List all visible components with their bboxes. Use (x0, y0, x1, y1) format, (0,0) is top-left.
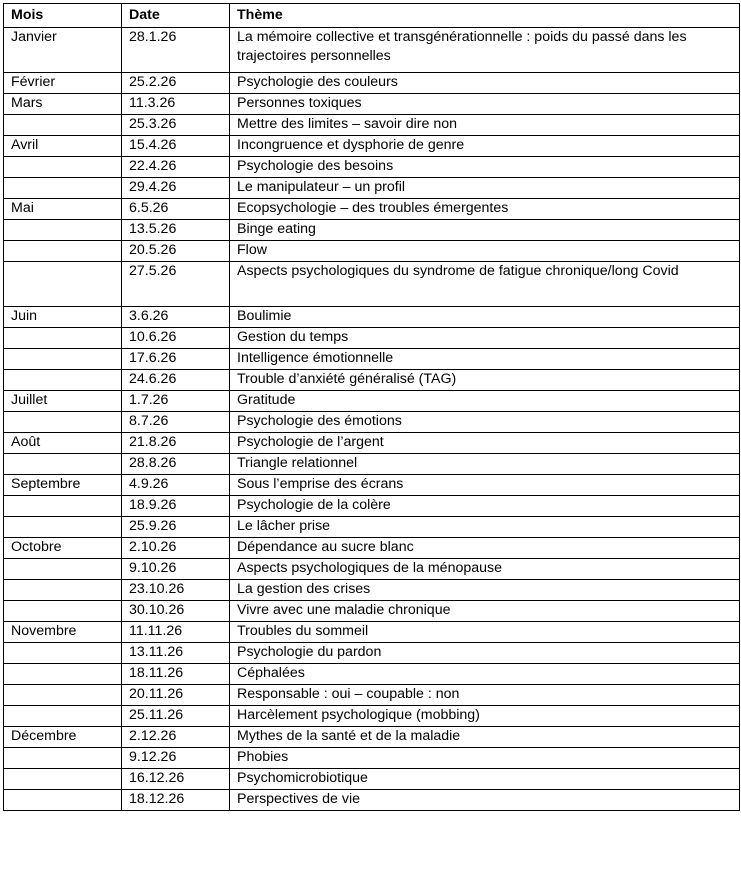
cell-theme: Psychologie des besoins (230, 157, 740, 178)
cell-date: 20.11.26 (122, 685, 230, 706)
cell-theme: Binge eating (230, 220, 740, 241)
table-row (4, 178, 740, 199)
cell-mois (4, 328, 122, 349)
cell-date: 11.3.26 (122, 94, 230, 115)
cell-theme: La gestion des crises (230, 580, 740, 601)
cell-theme: Aspects psychologiques de la ménopause (230, 559, 740, 580)
table-row (4, 685, 740, 706)
cell-theme: Psychologie de l’argent (230, 433, 740, 454)
cell-theme: Le lâcher prise (230, 517, 740, 538)
cell-date: 4.9.26 (122, 475, 230, 496)
table-row (4, 370, 740, 391)
cell-date: 1.7.26 (122, 391, 230, 412)
cell-mois (4, 517, 122, 538)
header-mois: Mois (4, 4, 122, 28)
table-row (4, 328, 740, 349)
cell-theme: Trouble d’anxiété généralisé (TAG) (230, 370, 740, 391)
table-row (4, 115, 740, 136)
table-row (4, 538, 740, 559)
table-row (4, 391, 740, 412)
cell-theme: Psychologie des émotions (230, 412, 740, 433)
table-row (4, 220, 740, 241)
cell-date: 18.9.26 (122, 496, 230, 517)
cell-theme: Vivre avec une maladie chronique (230, 601, 740, 622)
cell-date: 25.9.26 (122, 517, 230, 538)
header-date: Date (122, 4, 230, 28)
cell-date: 27.5.26 (122, 262, 230, 307)
cell-date: 13.5.26 (122, 220, 230, 241)
table-row (4, 643, 740, 664)
cell-theme: Céphalées (230, 664, 740, 685)
table-row (4, 28, 740, 73)
table-row (4, 262, 740, 307)
cell-mois: Juin (4, 307, 122, 328)
cell-theme: Gestion du temps (230, 328, 740, 349)
cell-theme: Psychologie des couleurs (230, 73, 740, 94)
cell-mois (4, 496, 122, 517)
table-row (4, 475, 740, 496)
cell-date: 23.10.26 (122, 580, 230, 601)
cell-date: 25.2.26 (122, 73, 230, 94)
cell-mois (4, 454, 122, 475)
cell-mois: Octobre (4, 538, 122, 559)
cell-theme: Psychologie de la colère (230, 496, 740, 517)
cell-mois: Mai (4, 199, 122, 220)
cell-date: 18.11.26 (122, 664, 230, 685)
cell-theme: Harcèlement psychologique (mobbing) (230, 706, 740, 727)
cell-theme: Boulimie (230, 307, 740, 328)
cell-theme: Mettre des limites – savoir dire non (230, 115, 740, 136)
schedule-table (3, 3, 740, 811)
cell-date: 16.12.26 (122, 769, 230, 790)
cell-mois (4, 769, 122, 790)
table-row (4, 157, 740, 178)
cell-theme: Mythes de la santé et de la maladie (230, 727, 740, 748)
cell-mois (4, 643, 122, 664)
cell-theme: Phobies (230, 748, 740, 769)
cell-date: 10.6.26 (122, 328, 230, 349)
cell-mois: Juillet (4, 391, 122, 412)
cell-theme: Psychologie du pardon (230, 643, 740, 664)
cell-theme: La mémoire collective et transgénérationnelle : poids du passé dans les trajectoires personnelles (230, 28, 740, 73)
cell-mois (4, 706, 122, 727)
table-row (4, 412, 740, 433)
cell-date: 9.10.26 (122, 559, 230, 580)
table-row (4, 580, 740, 601)
table-row (4, 136, 740, 157)
table-row (4, 790, 740, 811)
cell-mois: Décembre (4, 727, 122, 748)
cell-theme: Sous l’emprise des écrans (230, 475, 740, 496)
cell-date: 6.5.26 (122, 199, 230, 220)
cell-theme: Dépendance au sucre blanc (230, 538, 740, 559)
table-row (4, 769, 740, 790)
cell-date: 22.4.26 (122, 157, 230, 178)
cell-mois (4, 601, 122, 622)
cell-theme: Psychomicrobiotique (230, 769, 740, 790)
header-row (4, 4, 740, 28)
table-row (4, 73, 740, 94)
cell-mois: Avril (4, 136, 122, 157)
cell-date: 20.5.26 (122, 241, 230, 262)
cell-mois (4, 370, 122, 391)
table-row (4, 601, 740, 622)
cell-mois (4, 685, 122, 706)
cell-mois (4, 241, 122, 262)
cell-date: 2.12.26 (122, 727, 230, 748)
cell-date: 3.6.26 (122, 307, 230, 328)
table-row (4, 307, 740, 328)
cell-mois (4, 262, 122, 307)
cell-mois (4, 220, 122, 241)
table-header (4, 4, 740, 28)
table-row (4, 727, 740, 748)
cell-mois: Mars (4, 94, 122, 115)
cell-date: 15.4.26 (122, 136, 230, 157)
table-row (4, 454, 740, 475)
cell-mois: Février (4, 73, 122, 94)
cell-date: 11.11.26 (122, 622, 230, 643)
cell-mois (4, 748, 122, 769)
cell-theme: Troubles du sommeil (230, 622, 740, 643)
table-row (4, 433, 740, 454)
cell-theme: Triangle relationnel (230, 454, 740, 475)
table-row (4, 622, 740, 643)
cell-theme: Incongruence et dysphorie de genre (230, 136, 740, 157)
cell-mois (4, 559, 122, 580)
cell-theme: Perspectives de vie (230, 790, 740, 811)
table-row (4, 517, 740, 538)
table-row (4, 664, 740, 685)
cell-date: 29.4.26 (122, 178, 230, 199)
cell-mois (4, 349, 122, 370)
cell-date: 28.1.26 (122, 28, 230, 73)
cell-theme: Gratitude (230, 391, 740, 412)
cell-mois: Août (4, 433, 122, 454)
cell-mois (4, 580, 122, 601)
cell-date: 17.6.26 (122, 349, 230, 370)
cell-date: 30.10.26 (122, 601, 230, 622)
cell-mois (4, 664, 122, 685)
header-theme: Thème (230, 4, 740, 28)
cell-mois: Janvier (4, 28, 122, 73)
cell-mois (4, 157, 122, 178)
cell-mois (4, 178, 122, 199)
cell-theme: Responsable : oui – coupable : non (230, 685, 740, 706)
cell-date: 18.12.26 (122, 790, 230, 811)
table-row (4, 559, 740, 580)
cell-theme: Ecopsychologie – des troubles émergentes (230, 199, 740, 220)
cell-date: 24.6.26 (122, 370, 230, 391)
cell-date: 8.7.26 (122, 412, 230, 433)
cell-theme: Personnes toxiques (230, 94, 740, 115)
table-row (4, 349, 740, 370)
table-body (4, 28, 740, 811)
cell-date: 2.10.26 (122, 538, 230, 559)
cell-mois: Septembre (4, 475, 122, 496)
table-row (4, 748, 740, 769)
cell-theme: Intelligence émotionnelle (230, 349, 740, 370)
cell-theme: Le manipulateur – un profil (230, 178, 740, 199)
table-row (4, 496, 740, 517)
table-row (4, 241, 740, 262)
cell-date: 25.11.26 (122, 706, 230, 727)
cell-date: 25.3.26 (122, 115, 230, 136)
cell-mois (4, 790, 122, 811)
cell-date: 9.12.26 (122, 748, 230, 769)
cell-date: 13.11.26 (122, 643, 230, 664)
cell-theme: Aspects psychologiques du syndrome de fatigue chronique/long Covid (230, 262, 740, 307)
table-row (4, 199, 740, 220)
cell-mois: Novembre (4, 622, 122, 643)
cell-date: 28.8.26 (122, 454, 230, 475)
cell-theme: Flow (230, 241, 740, 262)
cell-mois (4, 115, 122, 136)
cell-mois (4, 412, 122, 433)
table-row (4, 94, 740, 115)
table-row (4, 706, 740, 727)
cell-date: 21.8.26 (122, 433, 230, 454)
